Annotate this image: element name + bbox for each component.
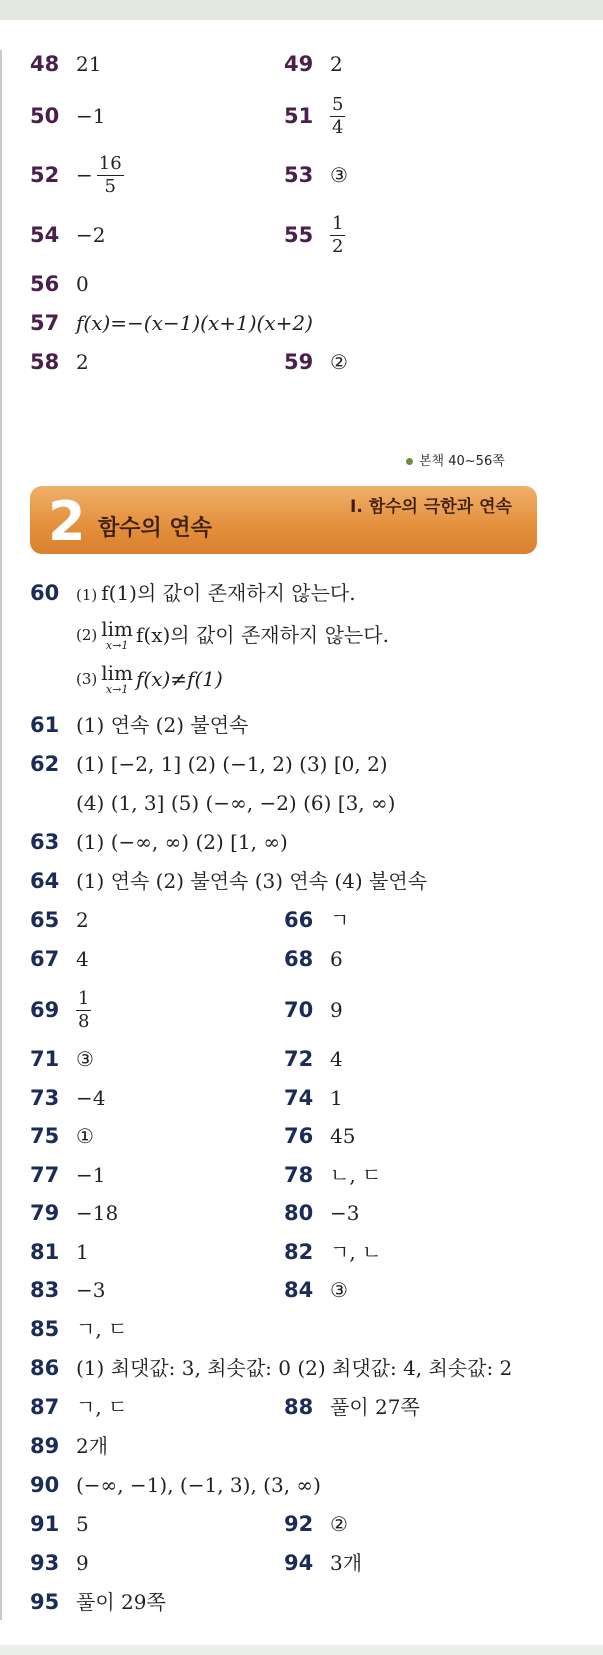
answer: ③ [330,163,348,187]
problem-number: 74 [284,1086,314,1110]
problem-number: 75 [30,1124,60,1148]
limit-subscript: x→1 [105,683,129,696]
problem-number: 55 [284,223,314,247]
problem-number: 91 [30,1512,60,1536]
problem-number: 79 [30,1201,60,1225]
answer-row [0,1389,603,1425]
answer-row [0,1584,603,1620]
answer: −3 [330,1201,360,1225]
answer: 2 [330,52,343,76]
answer-row [0,824,603,860]
answer [76,988,91,1032]
answer-row [0,93,603,138]
answer: −2 [76,223,106,247]
answer-text: f(x)의 값이 존재하지 않는다. [136,623,389,647]
answer-row [0,266,603,302]
answer-row [0,746,603,782]
denominator: 5 [97,175,124,196]
answer: (1) 연속 (2) 불연속 [76,713,249,737]
answer: (1) 연속 (2) 불연속 (3) 연속 (4) 불연속 [76,869,428,893]
problem-number: 62 [30,752,60,776]
answer: 9 [76,1551,89,1575]
answer: 2 [76,908,89,932]
problem-number: 89 [30,1434,60,1458]
problem-number: 85 [30,1317,60,1341]
problem-number: 65 [30,908,60,932]
limit-notation [101,663,133,695]
answer: ㄱ [330,908,350,932]
answer-row [0,46,603,82]
answer: 6 [330,947,343,971]
problem-number: 68 [284,947,314,971]
answer: 1 [76,1240,89,1264]
sub-label: (3) [76,670,98,688]
problem-number: 63 [30,830,60,854]
problem-number: 58 [30,350,60,374]
answer: 45 [330,1124,356,1148]
answer: 풀이 29쪽 [76,1590,166,1614]
bottom-strip [0,1645,603,1655]
problem-number: 50 [30,104,60,128]
answer: ② [330,1512,348,1536]
answer: 9 [330,998,343,1022]
answer: (1) 최댓값: 3, 최솟값: 0 (2) 최댓값: 4, 최솟값: 2 [76,1356,513,1380]
problem-number: 84 [284,1278,314,1302]
problem-number: 54 [30,223,60,247]
problem-number: 61 [30,713,60,737]
problem-number: 49 [284,52,314,76]
answer: 0 [76,272,89,296]
section-title: 함수의 연속 [98,516,212,541]
answer: −4 [76,1086,106,1110]
problem-number: 83 [30,1278,60,1302]
answer-row [0,1428,603,1464]
problem-number: 86 [30,1356,60,1380]
answer-part-2 [76,614,389,656]
fraction [330,93,345,138]
section-number: 2 [48,490,86,553]
page-reference [406,452,505,472]
answer [330,212,345,257]
denominator: 8 [78,1010,90,1032]
answer-row [0,863,603,899]
answer: ㄴ, ㄷ [330,1163,382,1187]
problem-number: 77 [30,1163,60,1187]
answer: 풀이 27쪽 [330,1395,420,1419]
answer: −3 [76,1278,106,1302]
answer: f(x)=−(x−1)(x+1)(x+2) [76,311,313,335]
answer: ㄱ, ㄷ [76,1395,128,1419]
problem-number: 94 [284,1551,314,1575]
answer: 2개 [76,1434,109,1458]
answer: (4) (1, 3] (5) (−∞, −2) (6) [3, ∞) [76,791,396,815]
answer-row [0,1506,603,1542]
problem-number: 69 [30,998,60,1022]
answer: 21 [76,52,102,76]
answer-row [0,305,603,341]
problem-number: 73 [30,1086,60,1110]
answer-row [0,212,603,257]
answer-part-1 [76,575,356,611]
answer-row [0,575,603,611]
bullet-dot-icon [406,458,413,465]
answer: ㄱ, ㄷ [76,1317,128,1341]
fraction [97,152,124,197]
answer [76,152,124,197]
answer-row [0,1080,603,1116]
numerator: 1 [332,212,344,234]
top-strip [0,0,603,20]
problem-number: 52 [30,163,60,187]
answer-row [0,1467,603,1503]
answer-row [0,707,603,743]
problem-number: 78 [284,1163,314,1187]
page-reference-text: 본책 40~56쪽 [419,454,505,469]
limit-notation [101,619,133,651]
problem-number: 56 [30,272,60,296]
answer-text: f(x)≠f(1) [136,667,223,691]
sub-label: (1) [76,586,98,604]
answer: 5 [76,1512,89,1536]
answer-row [0,902,603,938]
problem-number: 76 [284,1124,314,1148]
limit-subscript: x→1 [105,639,129,652]
answer: 2 [76,350,89,374]
answer: ① [76,1124,94,1148]
problem-number: 70 [284,998,314,1022]
problem-number: 53 [284,163,314,187]
answer: (1) (−∞, ∞) (2) [1, ∞) [76,830,288,854]
answer: −1 [76,104,106,128]
fraction [76,987,91,1032]
problem-number: 81 [30,1240,60,1264]
limit-word: lim [101,617,134,641]
problem-number: 60 [30,581,60,605]
chapter-title: I. 함수의 극한과 연속 [350,497,512,517]
answer: (1) [−2, 1] (2) (−1, 2) (3) [0, 2) [76,752,388,776]
answer: 4 [76,947,89,971]
problem-number: 48 [30,52,60,76]
problem-number: 57 [30,311,60,335]
denominator: 2 [332,235,344,257]
answer-row [0,941,603,977]
problem-number: 51 [284,104,314,128]
answer-row [0,1350,603,1386]
answer: ③ [76,1047,94,1071]
sub-label: (2) [76,626,98,644]
answer-row [0,1041,603,1077]
problem-number: 59 [284,350,314,374]
answer: ③ [330,1278,348,1302]
problem-number: 64 [30,869,60,893]
answer-row [0,1118,603,1154]
answer-row [0,785,603,821]
answer-row [0,614,603,656]
problem-number: 87 [30,1395,60,1419]
problem-number: 93 [30,1551,60,1575]
numerator: 5 [332,93,344,115]
answer: −18 [76,1201,119,1225]
answer-row [0,1545,603,1581]
answer: 4 [330,1047,343,1071]
denominator: 4 [332,116,344,138]
numerator: 1 [78,987,90,1009]
answer-row [0,988,603,1032]
answer: 3개 [330,1551,363,1575]
problem-number: 80 [284,1201,314,1225]
answer [330,93,345,138]
answer: −1 [76,1163,106,1187]
problem-number: 90 [30,1473,60,1497]
minus-sign: − [76,163,93,187]
numerator: 16 [98,152,122,174]
problem-number: 72 [284,1047,314,1071]
answer-row [0,1234,603,1270]
answer-row [0,1195,603,1231]
answer-text: f(1)의 값이 존재하지 않는다. [101,581,356,605]
answer: ② [330,350,348,374]
answer-row [0,344,603,380]
problem-number: 67 [30,947,60,971]
limit-word: lim [101,661,134,685]
answer-part-3 [76,658,223,700]
problem-number: 82 [284,1240,314,1264]
problem-number: 71 [30,1047,60,1071]
problem-number: 88 [284,1395,314,1419]
problem-number: 66 [284,908,314,932]
problem-number: 95 [30,1590,60,1614]
answer-row [0,1157,603,1193]
problem-number: 92 [284,1512,314,1536]
answer-row [0,1311,603,1347]
answer-row [0,658,603,700]
answer: 1 [330,1086,343,1110]
answer-row [0,152,603,197]
fraction [330,212,345,257]
answer: (−∞, −1), (−1, 3), (3, ∞) [76,1473,321,1497]
answer: ㄱ, ㄴ [330,1240,382,1264]
answer-row [0,1272,603,1308]
